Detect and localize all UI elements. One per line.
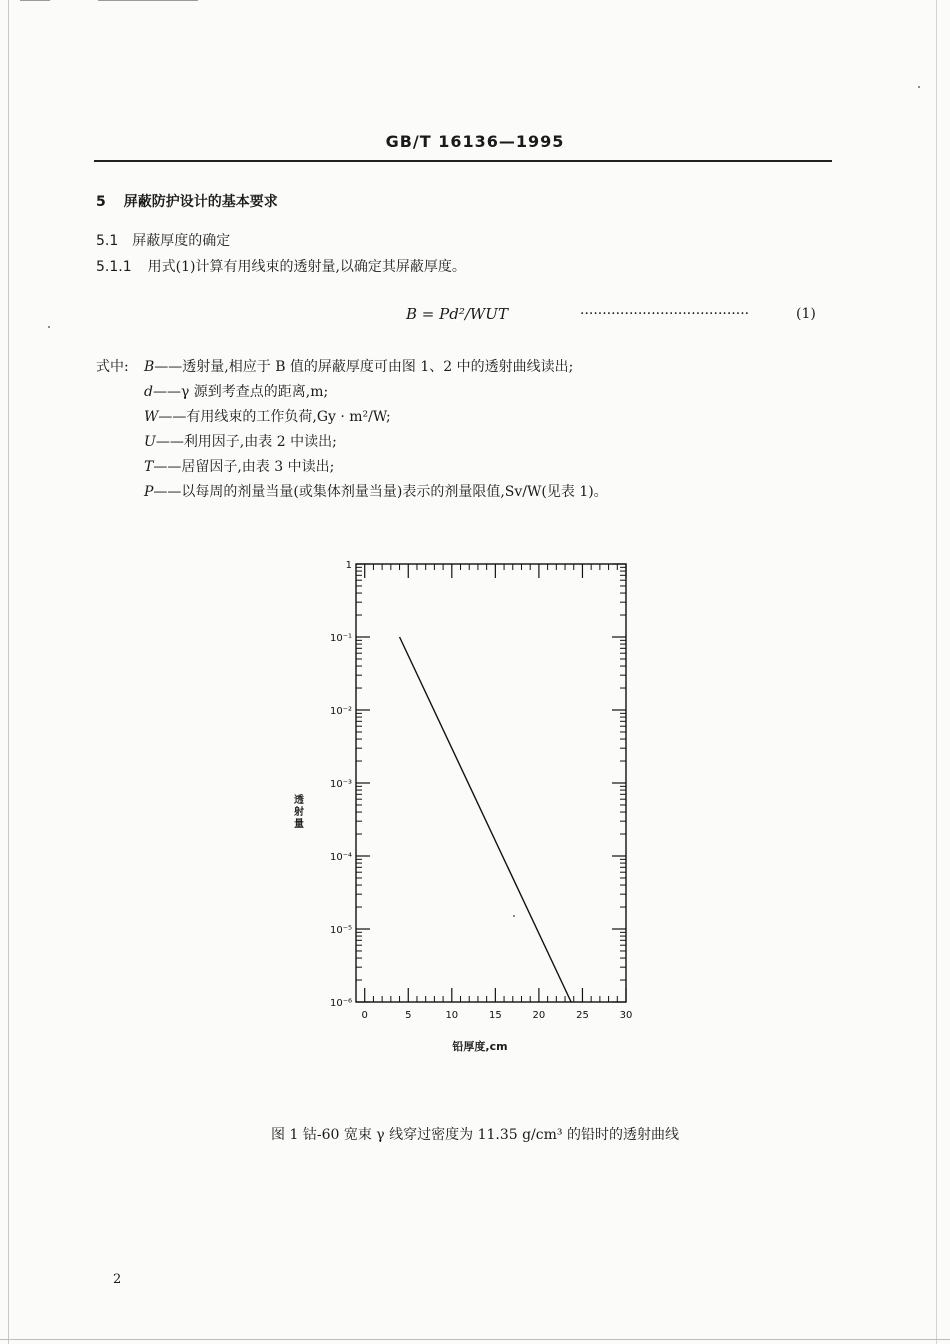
section-number: 5.1.1: [96, 259, 132, 275]
where-text: 居留因子,由表 3 中读出;: [181, 459, 335, 475]
chart-x-tick-label: 15: [488, 1010, 502, 1021]
scan-edge-bottom: [0, 1339, 950, 1340]
section-5-1-heading: [96, 232, 230, 250]
where-item: [144, 433, 337, 451]
chart-x-tick-label: 25: [576, 1010, 589, 1021]
section-title: 屏蔽防护设计的基本要求: [123, 194, 278, 210]
section-5-1-1-paragraph: [96, 258, 466, 276]
where-symbol: d: [144, 384, 153, 400]
chart-x-tick-label: 0: [361, 1010, 368, 1021]
where-symbol: W: [144, 409, 159, 425]
where-item: [144, 383, 328, 401]
chart-canvas: [290, 550, 670, 1030]
where-intro: 式中:: [96, 359, 129, 375]
section-number: 5.1: [96, 233, 119, 249]
chart-x-tick-label: 20: [532, 1010, 546, 1021]
where-text: 利用因子,由表 2 中读出;: [183, 434, 337, 450]
where-item: [144, 408, 391, 426]
where-symbol: T: [144, 459, 154, 475]
chart-y-tick-label: 10⁻⁶: [329, 998, 352, 1009]
where-dash: ——: [154, 359, 183, 375]
transmission-chart: [290, 550, 670, 1070]
chart-x-tick-label: 10: [445, 1010, 459, 1021]
chart-y-tick-label: 10⁻⁴: [329, 852, 352, 863]
section-number: 5: [96, 194, 106, 210]
chart-x-axis-label: 铅厚度,cm: [452, 1040, 508, 1053]
page-number: 2: [113, 1272, 122, 1287]
section-5-heading: [96, 193, 278, 211]
chart-series-line: [400, 637, 572, 1002]
where-dash: ——: [152, 384, 181, 400]
figure-caption: 图 1 钴-60 宽束 γ 线穿过密度为 11.35 g/cm³ 的铅时的透射曲线: [271, 1127, 679, 1143]
scan-top-mark: [20, 0, 50, 1]
section-title: 屏蔽厚度的确定: [132, 233, 231, 249]
chart-y-tick-label: 10⁻³: [329, 779, 352, 790]
where-text: γ 源到考查点的距离,m;: [180, 384, 329, 400]
where-item: [144, 458, 334, 476]
chart-y-tick-label: 10⁻⁵: [329, 925, 352, 936]
scan-speck: [48, 326, 50, 328]
where-symbol: U: [144, 434, 156, 450]
scan-top-mark: [98, 0, 198, 1]
chart-x-tick-label: 5: [405, 1010, 412, 1021]
chart-x-tick-label: 30: [619, 1010, 633, 1021]
equation-formula: B = Pd²/WUT: [406, 305, 508, 323]
where-symbol: B: [144, 359, 155, 375]
where-dash: ——: [155, 434, 184, 450]
chart-y-tick-label: 10⁻²: [329, 706, 352, 717]
chart-y-tick-label: 10⁻¹: [329, 633, 352, 644]
paragraph-text: 用式(1)计算有用线束的透射量,以确定其屏蔽厚度。: [147, 259, 466, 275]
where-text: 有用线束的工作负荷,Gy · m²/W;: [186, 409, 391, 425]
where-item: [144, 358, 573, 376]
chart-y-axis-label: 透射量: [294, 795, 304, 830]
where-text: 以每周的剂量当量(或集体剂量当量)表示的剂量限值,Sv/W(见表 1)。: [181, 484, 608, 500]
equation-leader: ······································: [580, 306, 750, 322]
document-header: GB/T 16136—1995: [385, 132, 565, 151]
where-dash: ——: [158, 409, 187, 425]
chart-y-tick-label: 1: [345, 560, 352, 571]
where-text: 透射量,相应于 B 值的屏蔽厚度可由图 1、2 中的透射曲线读出;: [182, 359, 574, 375]
where-dash: ——: [153, 484, 182, 500]
scan-speck: [918, 86, 920, 88]
where-item: [144, 483, 608, 501]
where-dash: ——: [153, 459, 182, 475]
header-rule: [94, 160, 832, 162]
where-symbol: P: [144, 484, 154, 500]
chart-frame: [356, 564, 626, 1002]
equation-label: (1): [796, 306, 816, 322]
